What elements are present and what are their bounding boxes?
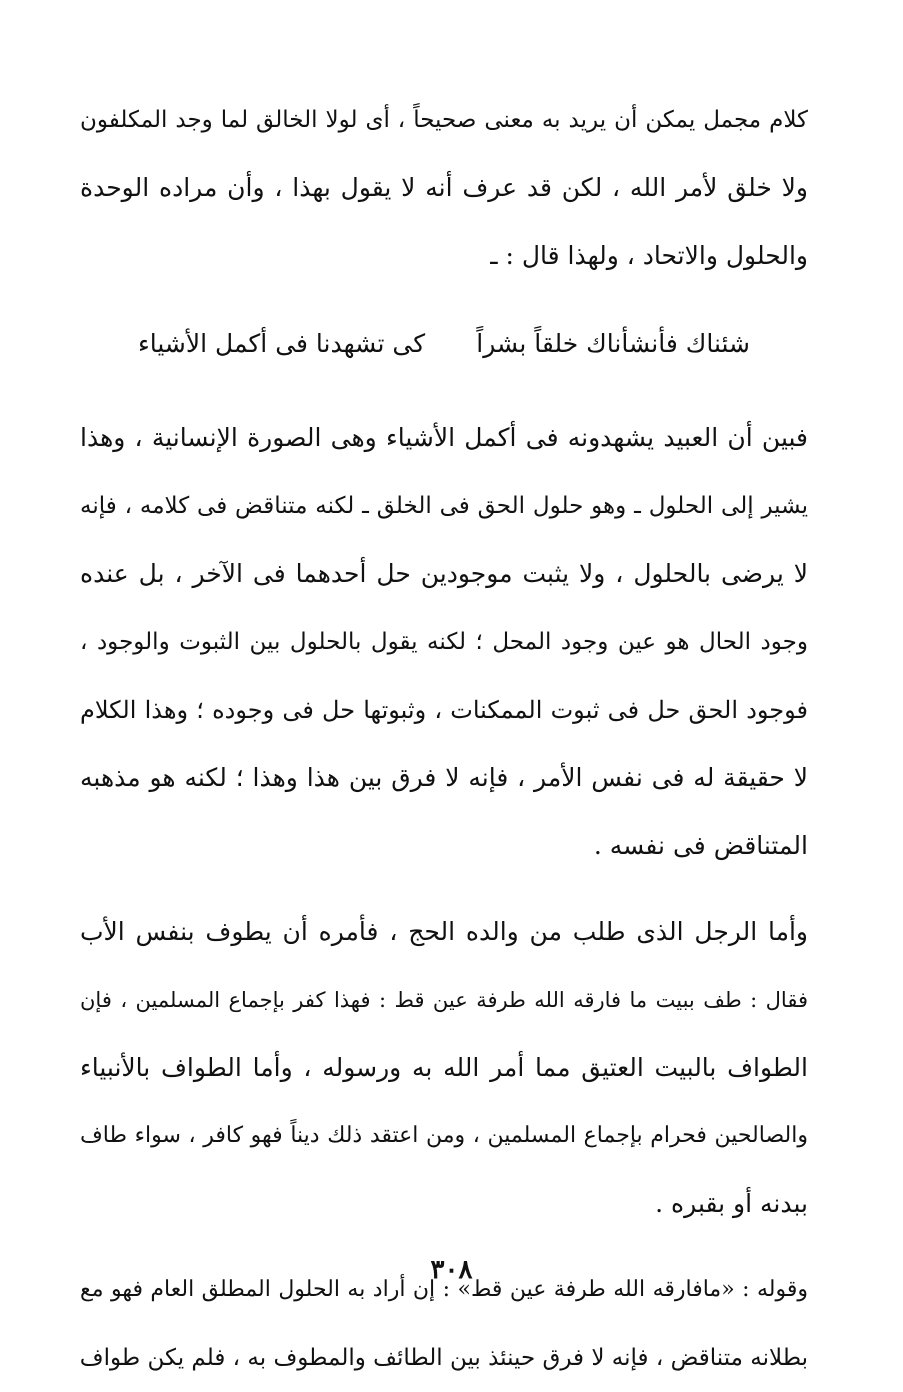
text-line: والحلول والاتحاد ، ولهذا قال : ـ bbox=[490, 241, 808, 270]
text-line: وجود الحال هو عين وجود المحل ؛ لكنه يقول بالحلول بين الثبوت والوجود ، bbox=[80, 629, 808, 655]
verse-first-hemistich: شئناك فأنشأناك خلقاً بشراً bbox=[476, 329, 750, 358]
paragraph-1 bbox=[80, 86, 808, 290]
poetry-verse bbox=[80, 308, 808, 380]
text-line: بطلانه متناقض ، فإنه لا فرق حينئذ بين الطائف والمطوف به ، فلم يكن طواف bbox=[80, 1345, 808, 1371]
text-line: وأما الرجل الذى طلب من والده الحج ، فأمره أن يطوف بنفس الأب bbox=[80, 917, 808, 946]
text-line: ولا خلق لأمر الله ، لكن قد عرف أنه لا يقول بهذا ، وأن مراده الوحدة bbox=[80, 173, 808, 202]
text-line: كلام مجمل يمكن أن يريد به معنى صحيحاً ، أى لولا الخالق لما وجد المكلفون bbox=[80, 107, 808, 133]
page-body bbox=[80, 86, 808, 1392]
text-line: الطواف بالبيت العتيق مما أمر الله به ورسوله ، وأما الطواف بالأنبياء bbox=[80, 1053, 808, 1082]
text-line: فوجود الحق حل فى ثبوت الممكنات ، وثبوتها حل فى وجوده ؛ وهذا الكلام bbox=[80, 696, 808, 724]
text-line: وقوله : «مافارقه الله طرفة عين قط» : إن أراد به الحلول المطلق العام فهو مع bbox=[80, 1277, 808, 1302]
text-line: لا يرضى بالحلول ، ولا يثبت موجودين حل أحدهما فى الآخر ، بل عنده bbox=[80, 559, 808, 588]
text-line: فقال : طف ببيت ما فارقه الله طرفة عين قط : فهذا كفر بإجماع المسلمين ، فإن bbox=[80, 988, 808, 1012]
text-line: المتناقض فى نفسه . bbox=[593, 831, 808, 860]
text-line: يشير إلى الحلول ـ وهو حلول الحق فى الخلق ـ لكنه متناقض فى كلامه ، فإنه bbox=[80, 493, 808, 519]
text-line: فبين أن العبيد يشهدونه فى أكمل الأشياء وهى الصورة الإنسانية ، وهذا bbox=[80, 423, 808, 452]
page-number: ٣٠٨ bbox=[430, 1255, 473, 1285]
paragraph-3 bbox=[80, 898, 808, 1238]
paragraph-2 bbox=[80, 404, 808, 880]
text-line: لا حقيقة له فى نفس الأمر ، فإنه لا فرق بين هذا وهذا ؛ لكنه هو مذهبه bbox=[80, 763, 808, 792]
text-line: والصالحين فحرام بإجماع المسلمين ، ومن اعتقد ذلك ديناً فهو كافر ، سواء طاف bbox=[80, 1123, 808, 1148]
verse-second-hemistich: كى تشهدنا فى أكمل الأشياء bbox=[138, 329, 426, 358]
text-line: ببدنه أو بقبره . bbox=[655, 1189, 808, 1218]
